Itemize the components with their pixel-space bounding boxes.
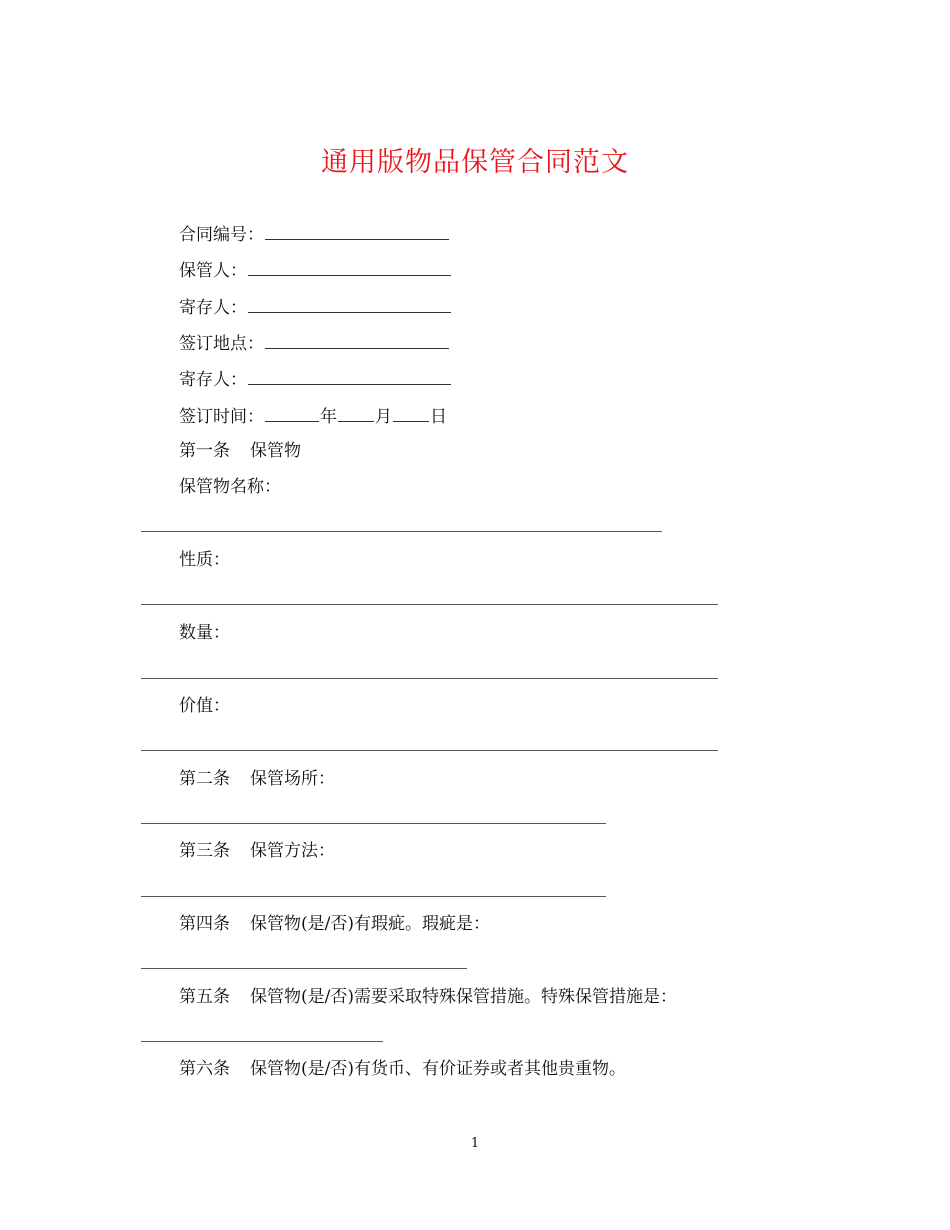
article-1-heading [179, 441, 301, 461]
article-6-text: 保管物(是/否)有货币、有价证券或者其他贵重物。 [250, 1059, 626, 1079]
article-1-number: 第一条 [179, 441, 230, 461]
sign-place-label: 签订地点： [179, 334, 264, 354]
nature-blank-line[interactable] [141, 604, 718, 605]
article-4-heading [179, 914, 490, 934]
article-3-blank-line[interactable] [141, 896, 606, 897]
sign-place-row [179, 332, 450, 354]
article-5-heading [179, 987, 677, 1007]
page-number: 1 [470, 1136, 480, 1151]
nature-label: 性质： [179, 550, 230, 570]
article-3-heading [179, 841, 335, 861]
article-2-heading [179, 769, 335, 789]
article-2-title: 保管场所： [250, 769, 335, 789]
sign-time-row [179, 405, 447, 427]
value-label: 价值： [179, 696, 230, 716]
article-4-text: 保管物(是/否)有瑕疵。瑕疵是： [250, 914, 490, 934]
article-3-number: 第三条 [179, 841, 230, 861]
quantity-blank-line[interactable] [141, 678, 718, 679]
article-5-blank-line[interactable] [141, 1041, 383, 1042]
item-name-label: 保管物名称： [179, 477, 281, 497]
article-3-title: 保管方法： [250, 841, 335, 861]
article-1-title: 保管物 [250, 441, 301, 461]
year-label: 年 [320, 407, 337, 427]
depositor-label: 寄存人： [179, 298, 247, 318]
contract-number-label: 合同编号： [179, 225, 264, 245]
month-label: 月 [375, 407, 392, 427]
custodian-label: 保管人： [179, 261, 247, 281]
depositor-row [179, 296, 452, 318]
month-blank[interactable] [338, 405, 374, 422]
day-label: 日 [430, 407, 447, 427]
article-5-text: 保管物(是/否)需要采取特殊保管措施。特殊保管措施是： [250, 987, 677, 1007]
article-4-number: 第四条 [179, 914, 230, 934]
document-title: 通用版物品保管合同范文 [321, 147, 629, 178]
contract-number-row [179, 223, 450, 245]
depositor-blank[interactable] [248, 296, 451, 313]
item-name-blank-line[interactable] [141, 531, 662, 532]
contract-number-blank[interactable] [265, 223, 449, 240]
custodian-blank[interactable] [248, 259, 451, 276]
article-6-heading [179, 1059, 626, 1079]
article-2-blank-line[interactable] [141, 823, 606, 824]
depositor-row-2 [179, 368, 452, 390]
value-blank-line[interactable] [141, 750, 718, 751]
article-6-number: 第六条 [179, 1059, 230, 1079]
article-2-number: 第二条 [179, 769, 230, 789]
depositor-blank-2[interactable] [248, 368, 451, 385]
sign-time-label: 签订时间： [179, 407, 264, 427]
depositor-label-2: 寄存人： [179, 370, 247, 390]
article-5-number: 第五条 [179, 987, 230, 1007]
quantity-label: 数量： [179, 623, 230, 643]
day-blank[interactable] [393, 405, 429, 422]
custodian-row [179, 259, 452, 281]
year-blank[interactable] [265, 405, 319, 422]
article-4-blank-line[interactable] [141, 968, 467, 969]
sign-place-blank[interactable] [265, 332, 449, 349]
